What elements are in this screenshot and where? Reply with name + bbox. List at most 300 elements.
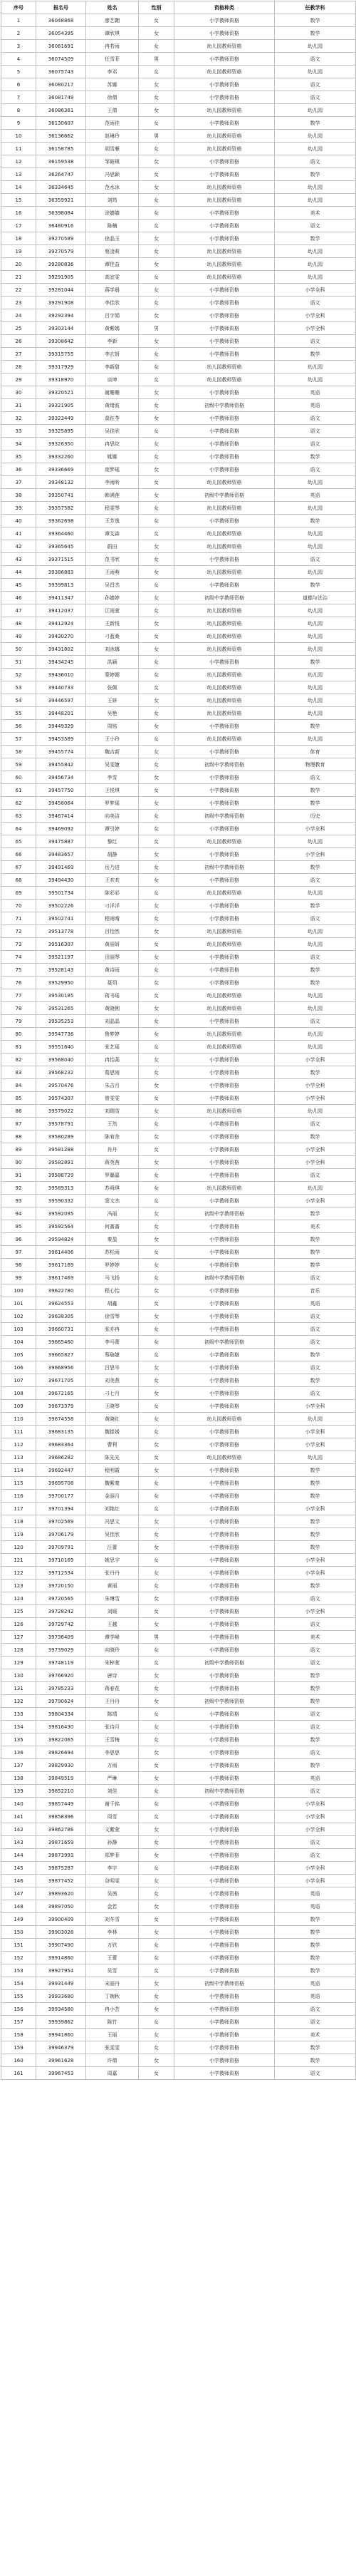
qualification-cell: 小学教师资格: [174, 207, 275, 220]
reg-number-cell: 39291905: [36, 271, 86, 284]
reg-number-cell: 39455842: [36, 758, 86, 771]
name-cell: 秦盈: [86, 1233, 139, 1246]
seq-cell: 25: [1, 322, 36, 335]
subject-cell: 美术: [275, 2029, 356, 2041]
seq-cell: 129: [1, 1657, 36, 1669]
subject-cell: 幼儿园: [275, 694, 356, 707]
name-cell: 黄紫嫣: [86, 322, 139, 335]
table-row: [1, 1002, 356, 1015]
table-row: [1, 1657, 356, 1669]
gender-cell: 女: [139, 425, 174, 438]
name-cell: 张艺瑶: [86, 1041, 139, 1053]
seq-cell: 57: [1, 733, 36, 746]
qualification-cell: 幼儿园教师资格: [174, 630, 275, 643]
name-cell: 李邓: [86, 66, 139, 78]
table-row: [1, 527, 356, 540]
name-cell: 葛思雨: [86, 1066, 139, 1079]
seq-cell: 151: [1, 1939, 36, 1952]
reg-number-cell: 39671705: [36, 1374, 86, 1387]
seq-cell: 1: [1, 14, 36, 27]
qualification-cell: 小学教师资格: [174, 1259, 275, 1272]
name-cell: 谈坤: [86, 373, 139, 386]
subject-cell: 幼儿园: [275, 502, 356, 515]
qualification-cell: 小学教师资格: [174, 1374, 275, 1387]
name-cell: 许倩: [86, 2054, 139, 2067]
qualification-cell: 小学教师资格: [174, 1875, 275, 1887]
table-row: [1, 1490, 356, 1503]
name-cell: 姚娜: [86, 450, 139, 463]
gender-cell: 女: [139, 1297, 174, 1310]
qualification-cell: 小学教师资格: [174, 912, 275, 925]
qualification-cell: 小学教师资格: [174, 1849, 275, 1862]
gender-cell: 女: [139, 1002, 174, 1015]
gender-cell: 女: [139, 373, 174, 386]
table-row: [1, 1105, 356, 1118]
gender-cell: 女: [139, 386, 174, 399]
subject-cell: 英语: [275, 1772, 356, 1785]
gender-cell: 女: [139, 463, 174, 476]
subject-cell: 数学: [275, 861, 356, 874]
name-cell: 蒋英茜: [86, 1156, 139, 1169]
qualification-cell: 小学教师资格: [174, 1541, 275, 1554]
gender-cell: 女: [139, 2041, 174, 2054]
seq-cell: 100: [1, 1284, 36, 1297]
reg-number-cell: 39348132: [36, 476, 86, 489]
reg-number-cell: 39903028: [36, 1926, 86, 1939]
name-cell: 谭佳益: [86, 258, 139, 271]
qualification-cell: 幼儿园教师资格: [174, 835, 275, 848]
subject-cell: 数学: [275, 117, 356, 130]
table-row: [1, 1297, 356, 1310]
seq-cell: 139: [1, 1785, 36, 1798]
gender-cell: 女: [139, 835, 174, 848]
seq-cell: 74: [1, 951, 36, 964]
subject-cell: 小学全科: [275, 1079, 356, 1092]
table-row: [1, 630, 356, 643]
table-row: [1, 245, 356, 258]
gender-cell: 女: [139, 1400, 174, 1413]
gender-cell: 男: [139, 322, 174, 335]
qualification-cell: 小学教师资格: [174, 1130, 275, 1143]
table-row: [1, 1079, 356, 1092]
subject-cell: 数学: [275, 1233, 356, 1246]
reg-number-cell: 39535253: [36, 1015, 86, 1028]
gender-cell: 女: [139, 335, 174, 348]
gender-cell: 女: [139, 733, 174, 746]
subject-cell: 数学: [275, 1695, 356, 1708]
qualification-cell: 幼儿园教师资格: [174, 938, 275, 951]
gender-cell: 女: [139, 1810, 174, 1823]
name-cell: 朱梓萱: [86, 1657, 139, 1669]
seq-cell: 4: [1, 53, 36, 66]
gender-cell: 女: [139, 2067, 174, 2080]
gender-cell: 女: [139, 1092, 174, 1105]
subject-cell: 数学: [275, 348, 356, 361]
subject-cell: 数学: [275, 2041, 356, 2054]
subject-cell: 幼儿园: [275, 835, 356, 848]
seq-cell: 160: [1, 2054, 36, 2067]
qualification-cell: 小学教师资格: [174, 1079, 275, 1092]
subject-cell: 体育: [275, 746, 356, 758]
table-row: [1, 1092, 356, 1105]
reg-number-cell: 36081749: [36, 91, 86, 104]
table-row: [1, 1477, 356, 1490]
reg-number-cell: 39326350: [36, 438, 86, 450]
name-cell: 吴雯婕: [86, 758, 139, 771]
table-row: [1, 2041, 356, 2054]
table-row: [1, 104, 356, 117]
subject-cell: 小学全科: [275, 1862, 356, 1875]
subject-cell: 小学全科: [275, 848, 356, 861]
gender-cell: 女: [139, 1361, 174, 1374]
subject-cell: 语文: [275, 1336, 356, 1349]
reg-number-cell: 36334645: [36, 181, 86, 194]
subject-cell: 幼儿园: [275, 604, 356, 617]
seq-cell: 103: [1, 1323, 36, 1336]
qualification-cell: 小学教师资格: [174, 1143, 275, 1156]
reg-number-cell: 39502226: [36, 900, 86, 912]
subject-cell: 数学: [275, 1541, 356, 1554]
subject-cell: 语文: [275, 1785, 356, 1798]
qualification-cell: 小学教师资格: [174, 1220, 275, 1233]
qualification-cell: 小学教师资格: [174, 1823, 275, 1836]
reg-number-cell: 39521197: [36, 951, 86, 964]
qualification-cell: 小学教师资格: [174, 1964, 275, 1977]
table-row: [1, 117, 356, 130]
name-cell: 谭欣琪: [86, 27, 139, 40]
gender-cell: 女: [139, 1644, 174, 1657]
seq-cell: 128: [1, 1644, 36, 1657]
gender-cell: 女: [139, 78, 174, 91]
name-cell: 黎红: [86, 835, 139, 848]
qualification-cell: 小学教师资格: [174, 579, 275, 592]
seq-cell: 101: [1, 1297, 36, 1310]
name-cell: 姚思宇: [86, 1554, 139, 1567]
column-header-qualification: 资格种类: [174, 1, 275, 14]
subject-cell: 语文: [275, 297, 356, 309]
seq-cell: 23: [1, 297, 36, 309]
subject-cell: 幼儿园: [275, 925, 356, 938]
name-cell: 李林: [86, 1926, 139, 1939]
reg-number-cell: 39728242: [36, 1605, 86, 1618]
name-cell: 曾雯雯: [86, 1092, 139, 1105]
qualification-cell: 幼儿园教师资格: [174, 245, 275, 258]
name-cell: 邹筱瑛: [86, 155, 139, 168]
gender-cell: 女: [139, 566, 174, 579]
reg-number-cell: 39431802: [36, 643, 86, 656]
column-header-seq: 序号: [1, 1, 36, 14]
subject-cell: 语文: [275, 1592, 356, 1605]
seq-cell: 130: [1, 1669, 36, 1682]
table-row: [1, 656, 356, 669]
qualification-cell: 小学教师资格: [174, 1528, 275, 1541]
qualification-cell: 初级中学教师资格: [174, 1977, 275, 1990]
qualification-cell: 初级中学教师资格: [174, 1695, 275, 1708]
table-row: [1, 579, 356, 592]
table-row: [1, 386, 356, 399]
subject-cell: 数学: [275, 450, 356, 463]
gender-cell: 女: [139, 681, 174, 694]
gender-cell: 女: [139, 669, 174, 681]
reg-number-cell: 39683364: [36, 1438, 86, 1451]
seq-cell: 39: [1, 502, 36, 515]
reg-number-cell: 39513778: [36, 925, 86, 938]
reg-number-cell: 39592095: [36, 1207, 86, 1220]
name-cell: 文紫萱: [86, 1823, 139, 1836]
seq-cell: 3: [1, 40, 36, 53]
name-cell: 金若: [86, 1900, 139, 1913]
gender-cell: 女: [139, 1490, 174, 1503]
gender-cell: 女: [139, 1990, 174, 2003]
gender-cell: 男: [139, 1631, 174, 1644]
qualification-cell: 小学教师资格: [174, 515, 275, 527]
seq-cell: 37: [1, 476, 36, 489]
reg-number-cell: 39570476: [36, 1079, 86, 1092]
qualification-cell: 小学教师资格: [174, 1464, 275, 1477]
qualification-cell: 小学教师资格: [174, 297, 275, 309]
reg-number-cell: 39893620: [36, 1887, 86, 1900]
name-cell: 王丹丹: [86, 1695, 139, 1708]
reg-number-cell: 39857449: [36, 1798, 86, 1810]
qualification-cell: 小学教师资格: [174, 1926, 275, 1939]
seq-cell: 31: [1, 399, 36, 412]
qualification-cell: 小学教师资格: [174, 1952, 275, 1964]
subject-cell: 数学: [275, 1964, 356, 1977]
qualification-cell: 幼儿园教师资格: [174, 1002, 275, 1015]
table-row: [1, 758, 356, 771]
table-row: [1, 1631, 356, 1644]
name-cell: 李玄妍: [86, 348, 139, 361]
subject-cell: 幼儿园: [275, 258, 356, 271]
qualification-cell: 幼儿园教师资格: [174, 66, 275, 78]
subject-cell: 幼儿园: [275, 617, 356, 630]
reg-number-cell: 39934580: [36, 2003, 86, 2016]
table-row: [1, 1900, 356, 1913]
name-cell: 陈靖: [86, 1708, 139, 1721]
seq-cell: 79: [1, 1015, 36, 1028]
gender-cell: 女: [139, 1823, 174, 1836]
reg-number-cell: 39547736: [36, 1028, 86, 1041]
qualification-cell: 小学教师资格: [174, 91, 275, 104]
table-row: [1, 297, 356, 309]
name-cell: 张雯雯: [86, 2041, 139, 2054]
name-cell: 王越: [86, 1618, 139, 1631]
gender-cell: 女: [139, 1977, 174, 1990]
seq-cell: 13: [1, 168, 36, 181]
table-row: [1, 476, 356, 489]
gender-cell: 女: [139, 309, 174, 322]
subject-cell: 历史: [275, 810, 356, 823]
table-row: [1, 592, 356, 604]
name-cell: 肖丹: [86, 1143, 139, 1156]
subject-cell: 语文: [275, 874, 356, 887]
subject-cell: 小学全科: [275, 284, 356, 297]
reg-number-cell: 39456734: [36, 771, 86, 784]
seq-cell: 87: [1, 1118, 36, 1130]
qualification-cell: 小学教师资格: [174, 1669, 275, 1682]
table-row: [1, 322, 356, 335]
qualification-cell: 小学教师资格: [174, 1798, 275, 1810]
name-cell: 谷明雯: [86, 1875, 139, 1887]
subject-cell: 语文: [275, 1361, 356, 1374]
table-row: [1, 1515, 356, 1528]
qualification-cell: 小学教师资格: [174, 1721, 275, 1733]
reg-number-cell: 39270589: [36, 232, 86, 245]
table-row: [1, 1195, 356, 1207]
name-cell: 黄丽妍: [86, 938, 139, 951]
table-row: [1, 1220, 356, 1233]
qualification-cell: 小学教师资格: [174, 553, 275, 566]
reg-number-cell: 39638305: [36, 1310, 86, 1323]
subject-cell: 幼儿园: [275, 938, 356, 951]
seq-cell: 88: [1, 1130, 36, 1143]
seq-cell: 98: [1, 1259, 36, 1272]
name-cell: 冯丽: [86, 1207, 139, 1220]
gender-cell: 女: [139, 258, 174, 271]
reg-number-cell: 36359921: [36, 194, 86, 207]
subject-cell: 数学: [275, 1528, 356, 1541]
name-cell: 岳乃进: [86, 861, 139, 874]
table-row: [1, 91, 356, 104]
seq-cell: 66: [1, 848, 36, 861]
name-cell: 朱琳雪: [86, 1592, 139, 1605]
name-cell: 王然: [86, 1118, 139, 1130]
reg-number-cell: 39516307: [36, 938, 86, 951]
qualification-cell: 幼儿园教师资格: [174, 104, 275, 117]
gender-cell: 女: [139, 117, 174, 130]
seq-cell: 148: [1, 1900, 36, 1913]
qualification-cell: 小学教师资格: [174, 656, 275, 669]
qualification-cell: 小学教师资格: [174, 746, 275, 758]
reg-number-cell: 39494430: [36, 874, 86, 887]
subject-cell: 数学: [275, 1464, 356, 1477]
qualification-cell: 小学教师资格: [174, 848, 275, 861]
qualification-cell: 小学教师资格: [174, 1913, 275, 1926]
subject-cell: 幼儿园: [275, 1105, 356, 1118]
qualification-cell: 初级中学教师资格: [174, 1272, 275, 1284]
seq-cell: 42: [1, 540, 36, 553]
reg-number-cell: 39766920: [36, 1669, 86, 1682]
reg-number-cell: 36086361: [36, 104, 86, 117]
qualification-cell: 小学教师资格: [174, 900, 275, 912]
table-row: [1, 258, 356, 271]
gender-cell: 女: [139, 2003, 174, 2016]
qualification-cell: 初级中学教师资格: [174, 399, 275, 412]
table-row: [1, 1682, 356, 1695]
gender-cell: 女: [139, 810, 174, 823]
reg-number-cell: 39323449: [36, 412, 86, 425]
seq-cell: 92: [1, 1182, 36, 1195]
table-row: [1, 1823, 356, 1836]
qualification-cell: 小学教师资格: [174, 1400, 275, 1413]
gender-cell: 女: [139, 720, 174, 733]
gender-cell: 女: [139, 1682, 174, 1695]
subject-cell: 数学: [275, 2054, 356, 2067]
seq-cell: 108: [1, 1387, 36, 1400]
subject-cell: 数学: [275, 1246, 356, 1259]
gender-cell: 女: [139, 1041, 174, 1053]
qualification-cell: 小学教师资格: [174, 1503, 275, 1515]
subject-cell: 美术: [275, 1220, 356, 1233]
subject-cell: 数学: [275, 1682, 356, 1695]
seq-cell: 45: [1, 579, 36, 592]
table-row: [1, 1066, 356, 1079]
qualification-cell: 小学教师资格: [174, 1477, 275, 1490]
table-row: [1, 1361, 356, 1374]
table-row: [1, 1952, 356, 1964]
gender-cell: 女: [139, 1246, 174, 1259]
qualification-cell: 幼儿园教师资格: [174, 989, 275, 1002]
gender-cell: 女: [139, 1592, 174, 1605]
qualification-cell: 初级中学教师资格: [174, 592, 275, 604]
reg-number-cell: 39706179: [36, 1528, 86, 1541]
subject-cell: 语文: [275, 155, 356, 168]
table-row: [1, 938, 356, 951]
table-row: [1, 2016, 356, 2029]
gender-cell: 女: [139, 489, 174, 502]
reg-number-cell: 39580289: [36, 1130, 86, 1143]
table-row: [1, 1528, 356, 1541]
subject-cell: 小学全科: [275, 309, 356, 322]
qualification-cell: 小学教师资格: [174, 2003, 275, 2016]
subject-cell: 语文: [275, 1310, 356, 1323]
reg-number-cell: 39931449: [36, 1977, 86, 1990]
qualification-cell: 幼儿园教师资格: [174, 604, 275, 617]
reg-number-cell: 36048868: [36, 14, 86, 27]
reg-number-cell: 39436010: [36, 669, 86, 681]
qualification-cell: 初级中学教师资格: [174, 1785, 275, 1798]
gender-cell: 女: [139, 912, 174, 925]
table-row: [1, 694, 356, 707]
seq-cell: 71: [1, 912, 36, 925]
name-cell: 陈楠: [86, 220, 139, 232]
subject-cell: 幼儿园: [275, 1002, 356, 1015]
reg-number-cell: 39291908: [36, 297, 86, 309]
seq-cell: 32: [1, 412, 36, 425]
gender-cell: 女: [139, 1233, 174, 1246]
name-cell: 孙嫱婷: [86, 592, 139, 604]
subject-cell: 小学全科: [275, 1400, 356, 1413]
name-cell: 冉小芸: [86, 2003, 139, 2016]
name-cell: 刘瑞雪: [86, 1105, 139, 1118]
subject-cell: 数学: [275, 1580, 356, 1592]
name-cell: 吴佳欣: [86, 1528, 139, 1541]
seq-cell: 138: [1, 1772, 36, 1785]
reg-number-cell: 39308642: [36, 335, 86, 348]
table-row: [1, 489, 356, 502]
seq-cell: 53: [1, 681, 36, 694]
gender-cell: 女: [139, 643, 174, 656]
subject-cell: 幼儿园: [275, 707, 356, 720]
gender-cell: 女: [139, 27, 174, 40]
seq-cell: 154: [1, 1977, 36, 1990]
seq-cell: 30: [1, 386, 36, 399]
subject-cell: 幼儿园: [275, 181, 356, 194]
name-cell: 苏松雨: [86, 1246, 139, 1259]
reg-number-cell: 39412037: [36, 604, 86, 617]
reg-number-cell: 36061691: [36, 40, 86, 53]
reg-number-cell: 36075743: [36, 66, 86, 78]
reg-number-cell: 39624553: [36, 1297, 86, 1310]
table-row: [1, 1272, 356, 1284]
gender-cell: 女: [139, 348, 174, 361]
gender-cell: 女: [139, 848, 174, 861]
name-cell: 孙静: [86, 1836, 139, 1849]
name-cell: 冯思文: [86, 1515, 139, 1528]
qualification-cell: 幼儿园教师资格: [174, 361, 275, 373]
table-row: [1, 746, 356, 758]
seq-cell: 58: [1, 746, 36, 758]
